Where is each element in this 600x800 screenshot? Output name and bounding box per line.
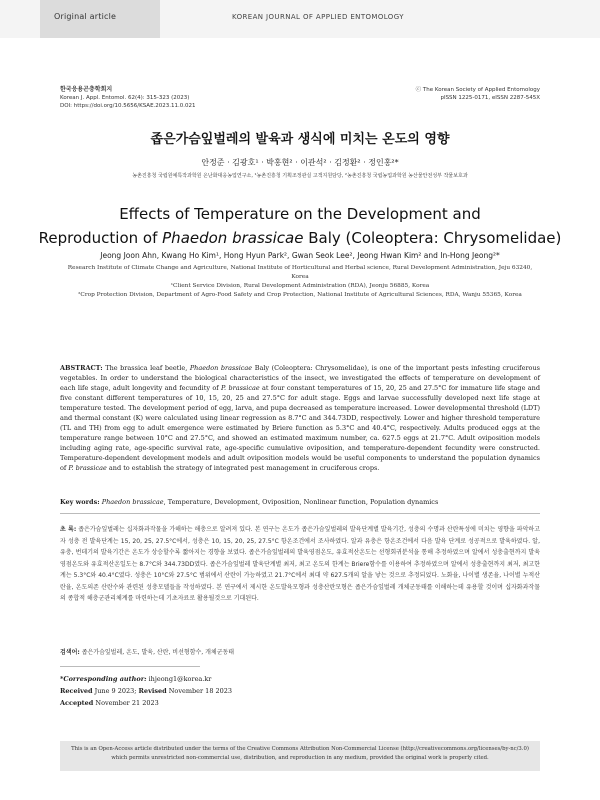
header-bar [0,0,600,38]
accepted: Accepted November 21 2023 [60,699,159,707]
license-line1: This is an Open-Access article distributed under the terms of the Creative Commons Attribution Non-Commercial License (http://creativecommons.org/licenses/by-nc/3.0) [71,746,529,752]
article-type-tag [40,0,160,38]
keywords-kr-label: 검색어: [60,649,80,656]
author-email[interactable]: ihjeong1@korea.kr [146,675,212,683]
title-korean: 좁은가슴잎벌레의 발육과 생식에 미치는 온도의 영향 [150,132,450,147]
doi-link[interactable]: DOI: https://doi.org/10.5656/KSAE.2023.11.0.021 [60,103,196,109]
abstract-korean: 초 록: 좁은가슴잎벌레는 십자화과작물을 가해하는 해충으로 알려져 있다. 본 연구는 온도가 좁은가슴잎벌레의 발육단계별 발육기간, 성충의 수명과 산란특성에 미치는 영향을 파악하고자 성충 전 발육단계는 15, 20, 25, 27.5°C에서, 성충은 10, 15, 20, 25, 27.5°C 항온조건에서 조사하였다. 알과 유충은 항온조건에서 다음 발육 단계로 성공적으로 발육하였다. 알, 유충, 번데기의 발육기간은 온도가 상승할수록 짧아지는 경향을 보였다. 좁은가슴잎벌레의 발육영점온도, 유효적산온도는 선형회귀분석을 통해 추정하였으며 알에서 성충출현까지 발육영점온도와 유효적산온일도는 8.7°C와 344.73DD였다. 좁은가슴잎벌레 발육단계별 최저, 최고 온도의 한계는 Briere함수를 이용하여 추정하였으며 알에서 성충출현까지 최저, 최고한계는 5.3°C와 40.4°C였다. 성충은 10°C와 27.5°C 범위에서 산란이 가능하였고 21.7°C에서 최대 약 627.5개의 알을 낳는 것으로 추정되었다. 노화율, 나이별 생존율, 나이별 누적산란율, 온도의존 산란수와 관련된 성충모델들을 작성하였다. 본 연구에서 제시한 온도발육모형과 성충산란모형은 좁은가슴잎벌레 개체군동태를 이해하는데 유용할 것이며 십자화과작물의 종합적 해충군관리체계를 마련하는데 기초자료로 활용될것으로 기대된다. [60,526,540,602]
affiliation-1: ¹Client Service Division, Rural Development Administration (RDA), Jeonju 56885, Korea [170,283,430,289]
abstract-kr-label: 초 록: [60,526,77,533]
authors-korean: 안정준 · 김광호¹ · 박홍현² · 이관석² · 김정환² · 정인홍²* [201,158,399,167]
divider [60,513,540,514]
abstract-label: ABSTRACT: [60,364,103,372]
corresponding-author: *Corresponding author: ihjeong1@korea.kr [60,675,212,683]
affiliations-korean: 농촌진흥청 국립원예특작과학원 온난화대응농업연구소, ¹농촌진흥청 기획조정관실 고객지원담당, ²농촌진흥청 국립농업과학원 농산물안전성부 작물보호과 [132,173,468,179]
copyright-block [416,86,540,102]
citation: Korean J. Appl. Entomol. 62(4): 315-323 (2023) [60,95,190,101]
copyright: ⓒ The Korean Society of Applied Entomology [415,87,540,93]
affiliations-english [60,264,540,300]
journal-name: KOREAN JOURNAL OF APPLIED ENTOMOLOGY [232,13,404,21]
correspondence-block [60,673,232,709]
keywords-english: Key words: Phaedon brassicae, Temperature, Development, Oviposition, Nonlinear function, Population dynamics [60,498,439,506]
authors-english: Jeong Joon Ahn, Kwang Ho Kim¹, Hong Hyun Park², Gwan Seok Lee², Jeong Hwan Kim² and In-Hong Jeong²* [100,251,500,260]
affiliation-0: Research Institute of Climate Change and Agriculture, National Institute of Horticultural and Herbal science, Rural Development Administration, Jeju 63240, Korea [67,265,533,280]
keywords-korean: 검색어: 좁은가슴잎벌레, 온도, 발육, 산란, 비선형함수, 개체군동태 [60,649,235,656]
license-box [60,741,540,771]
license-line2: which permits unrestricted non-commercial use, distribution, and reproduction in any medium, provided the original work is properly cited. [111,755,489,761]
article-type: Original article [54,12,117,21]
abstract-english: ABSTRACT: The brassica leaf beetle, Phaedon brassicae Baly (Coleoptera: Chrysomelidae), is one of the important pests infesting cruciferous vegetables. In order to understand the biological characteristics of the insect, we investigated the effects of temperature on development of each life stage, adult longevity and fecundity of P. brassicae at four constant temperatures of 15, 20, 25 and 27.5°C for immature life stage and five constant different temperatures of 10, 15, 20, 25 and 27.5°C for adult stage. Eggs and larvae successfully developed next life stage at temperature tested. The development period of egg, larva, and pupa decreased as temperature increased. Lower developmental threshold (LDT) and thermal constant (K) were calculated using linear regression as 8.7°C and 344.73DD, respectively. Lower and higher threshold temperature (TL and TH) from egg to adult emergence were estimated by Briere function as 5.3°C and 40.4°C, respectively. Adults produced eggs at the temperature range between 10°C and 27.5°C, and showed an estimated maximum number, ca. 627.5 eggs at 21.7°C. Adult oviposition models including aging rate, age-specific survival rate, age-specific cumulative oviposition, and temperature-dependent fecundity were constructed. Temperature-dependent development models and adult oviposition models would be useful components to understand the population dynamics of P. brassicae and to establish the strategy of integrated pest management in cruciferous crops. [60,364,540,472]
title-english [0,202,600,250]
journal-kr: 한국응용곤충학회지 [60,86,113,93]
affiliation-2: ²Crop Protection Division, Department of Agro-Food Safety and Crop Protection, National Institute of Agricultural Sciences, RDA, Wanju 55365, Korea [78,292,522,298]
title-english-line2: Reproduction of Phaedon brassicae Baly (Coleoptera: Chrysomelidae) [38,229,562,247]
title-english-line1: Effects of Temperature on the Development and [119,205,481,223]
received-revised: Received June 9 2023; Revised November 18 2023 [60,687,233,695]
citation-block [60,86,196,110]
species-name: Phaedon brassicae [162,229,304,247]
footnote-divider [60,666,200,667]
issn: pISSN 1225-0171, eISSN 2287-545X [440,95,540,101]
keywords-label: Key words: [60,498,100,506]
